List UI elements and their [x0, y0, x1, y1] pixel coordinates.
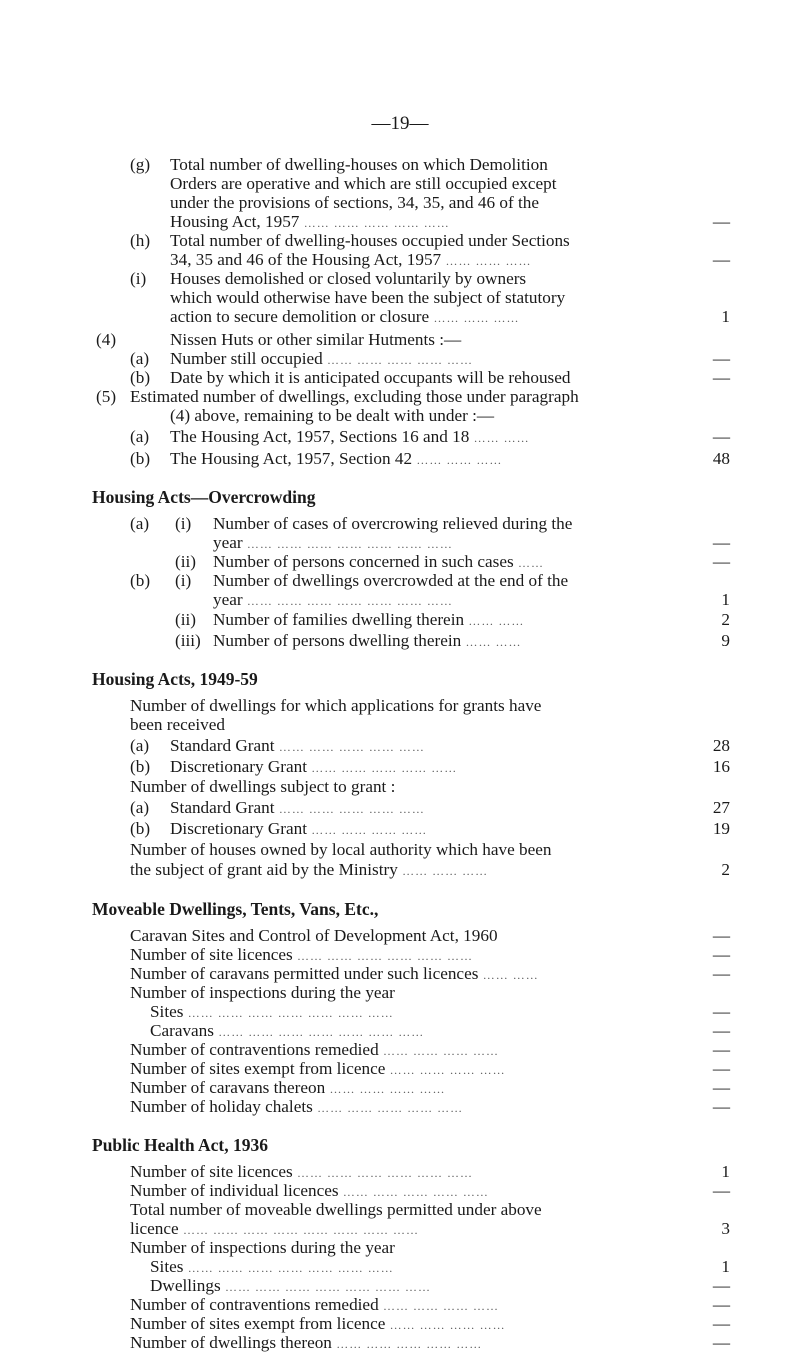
moveable-row-value: —: [712, 1097, 730, 1116]
overcrowding-a-ii-value: —: [712, 552, 730, 571]
item-i-line-2: which would otherwise have been the subject of statutory: [170, 288, 566, 307]
public-health-row-value: —: [712, 1295, 730, 1314]
overcrowding-a-ii-marker: (ii): [175, 552, 196, 571]
moveable-row-label: Number of site licences …… …… …… …… …… ……: [130, 945, 474, 964]
moveable-row-label: Number of inspections during the year: [130, 983, 395, 1002]
moveable-row-value: —: [712, 1078, 730, 1097]
section-marker-4: (4): [96, 330, 117, 349]
nissen-a-label: Number still occupied …… …… …… …… ……: [170, 349, 474, 368]
public-health-row-label: Number of sites exempt from licence …… …… …… ……: [130, 1314, 506, 1333]
moveable-row-label: Sites …… …… …… …… …… …… ……: [150, 1002, 394, 1021]
grants-app-b-label: Discretionary Grant …… …… …… …… ……: [170, 757, 458, 776]
grants-applications-line-2: been received: [130, 715, 225, 734]
public-health-row-label: Number of contraventions remedied …… …… …… ……: [130, 1295, 499, 1314]
item-g-line-3: under the provisions of sections, 34, 35, and 46 of the: [170, 193, 539, 212]
grants-sub-b-label: Discretionary Grant …… …… …… ……: [170, 819, 428, 838]
moveable-row-label: Caravans …… …… …… …… …… …… ……: [150, 1021, 425, 1040]
estimated-a-value: —: [712, 427, 730, 446]
item-marker-i: (i): [130, 269, 147, 288]
public-health-row-label: Sites …… …… …… …… …… …… ……: [150, 1257, 394, 1276]
estimated-a-label: The Housing Act, 1957, Sections 16 and 18 …… ……: [170, 427, 530, 446]
overcrowding-a-i-line-2: year …… …… …… …… …… …… ……: [213, 533, 453, 552]
public-health-row-label: Total number of moveable dwellings permitted under above: [130, 1200, 542, 1219]
estimated-line-1: Estimated number of dwellings, excluding those under paragraph: [130, 387, 579, 406]
item-i-value: 1: [721, 307, 730, 326]
grants-app-a-value: 28: [712, 736, 730, 755]
grants-sub-b-value: 19: [712, 819, 730, 838]
estimated-a-marker: (a): [130, 427, 150, 446]
moveable-row-value: —: [712, 1002, 730, 1021]
public-health-row-value: 1: [721, 1257, 730, 1276]
item-i-line-1: Houses demolished or closed voluntarily by owners: [170, 269, 527, 288]
grants-owned-line-1: Number of houses owned by local authority which have been: [130, 840, 552, 859]
public-health-row-label: licence …… …… …… …… …… …… …… ……: [130, 1219, 419, 1238]
overcrowding-a-i-line-1: Number of cases of overcrowing relieved during the: [213, 514, 573, 533]
overcrowding-b-ii-value: 2: [721, 610, 730, 629]
estimated-b-value: 48: [712, 449, 730, 468]
page-number: —19—: [371, 113, 429, 134]
grants-heading: Housing Acts, 1949-59: [92, 669, 258, 689]
overcrowding-a-i-marker: (i): [175, 514, 192, 533]
public-health-row-value: —: [712, 1333, 730, 1352]
public-health-heading: Public Health Act, 1936: [92, 1135, 268, 1155]
nissen-b-label: Date by which it is anticipated occupants will be rehoused: [170, 368, 571, 387]
grants-owned-value: 2: [721, 860, 730, 879]
moveable-row-value: —: [712, 1021, 730, 1040]
moveable-row-value: —: [712, 926, 730, 945]
public-health-row-label: Number of dwellings thereon …… …… …… …… ……: [130, 1333, 483, 1352]
overcrowding-b-i-value: 1: [721, 590, 730, 609]
public-health-row-value: —: [712, 1276, 730, 1295]
moveable-row-value: —: [712, 1059, 730, 1078]
public-health-row-label: Dwellings …… …… …… …… …… …… ……: [150, 1276, 431, 1295]
nissen-b-value: —: [712, 368, 730, 387]
item-h-line-1: Total number of dwelling-houses occupied under Sections: [170, 231, 570, 250]
moveable-row-label: Caravan Sites and Control of Development Act, 1960: [130, 926, 498, 945]
grants-subject-label: Number of dwellings subject to grant :: [130, 777, 396, 796]
overcrowding-b-iii-label: Number of persons dwelling therein …… ……: [213, 631, 522, 650]
nissen-a-marker: (a): [130, 349, 150, 368]
item-i-line-3: action to secure demolition or closure …… …… ……: [170, 307, 520, 326]
grants-sub-b-marker: (b): [130, 819, 151, 838]
nissen-a-value: —: [712, 349, 730, 368]
overcrowding-a-i-value: —: [712, 533, 730, 552]
public-health-row-value: 3: [721, 1219, 730, 1238]
item-marker-h: (h): [130, 231, 151, 250]
estimated-b-label: The Housing Act, 1957, Section 42 …… …… ……: [170, 449, 503, 468]
public-health-row-label: Number of individual licences …… …… …… …… ……: [130, 1181, 489, 1200]
section-marker-5: (5): [96, 387, 117, 406]
item-marker-g: (g): [130, 155, 151, 174]
public-health-row-value: —: [712, 1181, 730, 1200]
moveable-row-label: Number of caravans permitted under such licences …… ……: [130, 964, 539, 983]
moveable-row-label: Number of holiday chalets …… …… …… …… ……: [130, 1097, 464, 1116]
moveable-row-value: —: [712, 945, 730, 964]
moveable-heading: Moveable Dwellings, Tents, Vans, Etc.,: [92, 899, 379, 919]
overcrowding-b-marker: (b): [130, 571, 151, 590]
estimated-b-marker: (b): [130, 449, 151, 468]
grants-app-a-marker: (a): [130, 736, 150, 755]
public-health-row-value: 1: [721, 1162, 730, 1181]
moveable-row-label: Number of contraventions remedied …… …… …… ……: [130, 1040, 499, 1059]
overcrowding-b-ii-label: Number of families dwelling therein …… ……: [213, 610, 525, 629]
nissen-b-marker: (b): [130, 368, 151, 387]
grants-sub-a-label: Standard Grant …… …… …… …… ……: [170, 798, 425, 817]
overcrowding-b-iii-value: 9: [721, 631, 730, 650]
grants-applications-line-1: Number of dwellings for which applications for grants have: [130, 696, 542, 715]
moveable-row-value: —: [712, 1040, 730, 1059]
overcrowding-b-i-line-2: year …… …… …… …… …… …… ……: [213, 590, 453, 609]
grants-app-b-value: 16: [712, 757, 730, 776]
overcrowding-heading: Housing Acts—Overcrowding: [92, 487, 316, 507]
item-g-value: —: [712, 212, 730, 231]
overcrowding-a-marker: (a): [130, 514, 150, 533]
overcrowding-b-iii-marker: (iii): [175, 631, 201, 650]
public-health-row-label: Number of site licences …… …… …… …… …… ……: [130, 1162, 474, 1181]
nissen-heading: Nissen Huts or other similar Hutments :—: [170, 330, 462, 349]
item-h-value: —: [712, 250, 730, 269]
public-health-row-value: —: [712, 1314, 730, 1333]
item-h-line-2: 34, 35 and 46 of the Housing Act, 1957 …… …… ……: [170, 250, 532, 269]
moveable-row-label: Number of sites exempt from licence …… …… …… ……: [130, 1059, 506, 1078]
grants-app-b-marker: (b): [130, 757, 151, 776]
estimated-line-2: (4) above, remaining to be dealt with under :—: [170, 406, 495, 425]
overcrowding-b-i-line-1: Number of dwellings overcrowded at the end of the: [213, 571, 569, 590]
overcrowding-b-i-marker: (i): [175, 571, 192, 590]
moveable-row-value: —: [712, 964, 730, 983]
grants-app-a-label: Standard Grant …… …… …… …… ……: [170, 736, 425, 755]
moveable-row-label: Number of caravans thereon …… …… …… ……: [130, 1078, 446, 1097]
grants-owned-line-2: the subject of grant aid by the Ministry …… …… ……: [130, 860, 489, 879]
public-health-row-label: Number of inspections during the year: [130, 1238, 395, 1257]
item-g-line-4: Housing Act, 1957 …… …… …… …… ……: [170, 212, 450, 231]
grants-sub-a-marker: (a): [130, 798, 150, 817]
item-g-line-1: Total number of dwelling-houses on which Demolition: [170, 155, 548, 174]
overcrowding-b-ii-marker: (ii): [175, 610, 196, 629]
item-g-line-2: Orders are operative and which are still occupied except: [170, 174, 557, 193]
grants-sub-a-value: 27: [712, 798, 730, 817]
overcrowding-a-ii-label: Number of persons concerned in such cases ……: [213, 552, 544, 571]
